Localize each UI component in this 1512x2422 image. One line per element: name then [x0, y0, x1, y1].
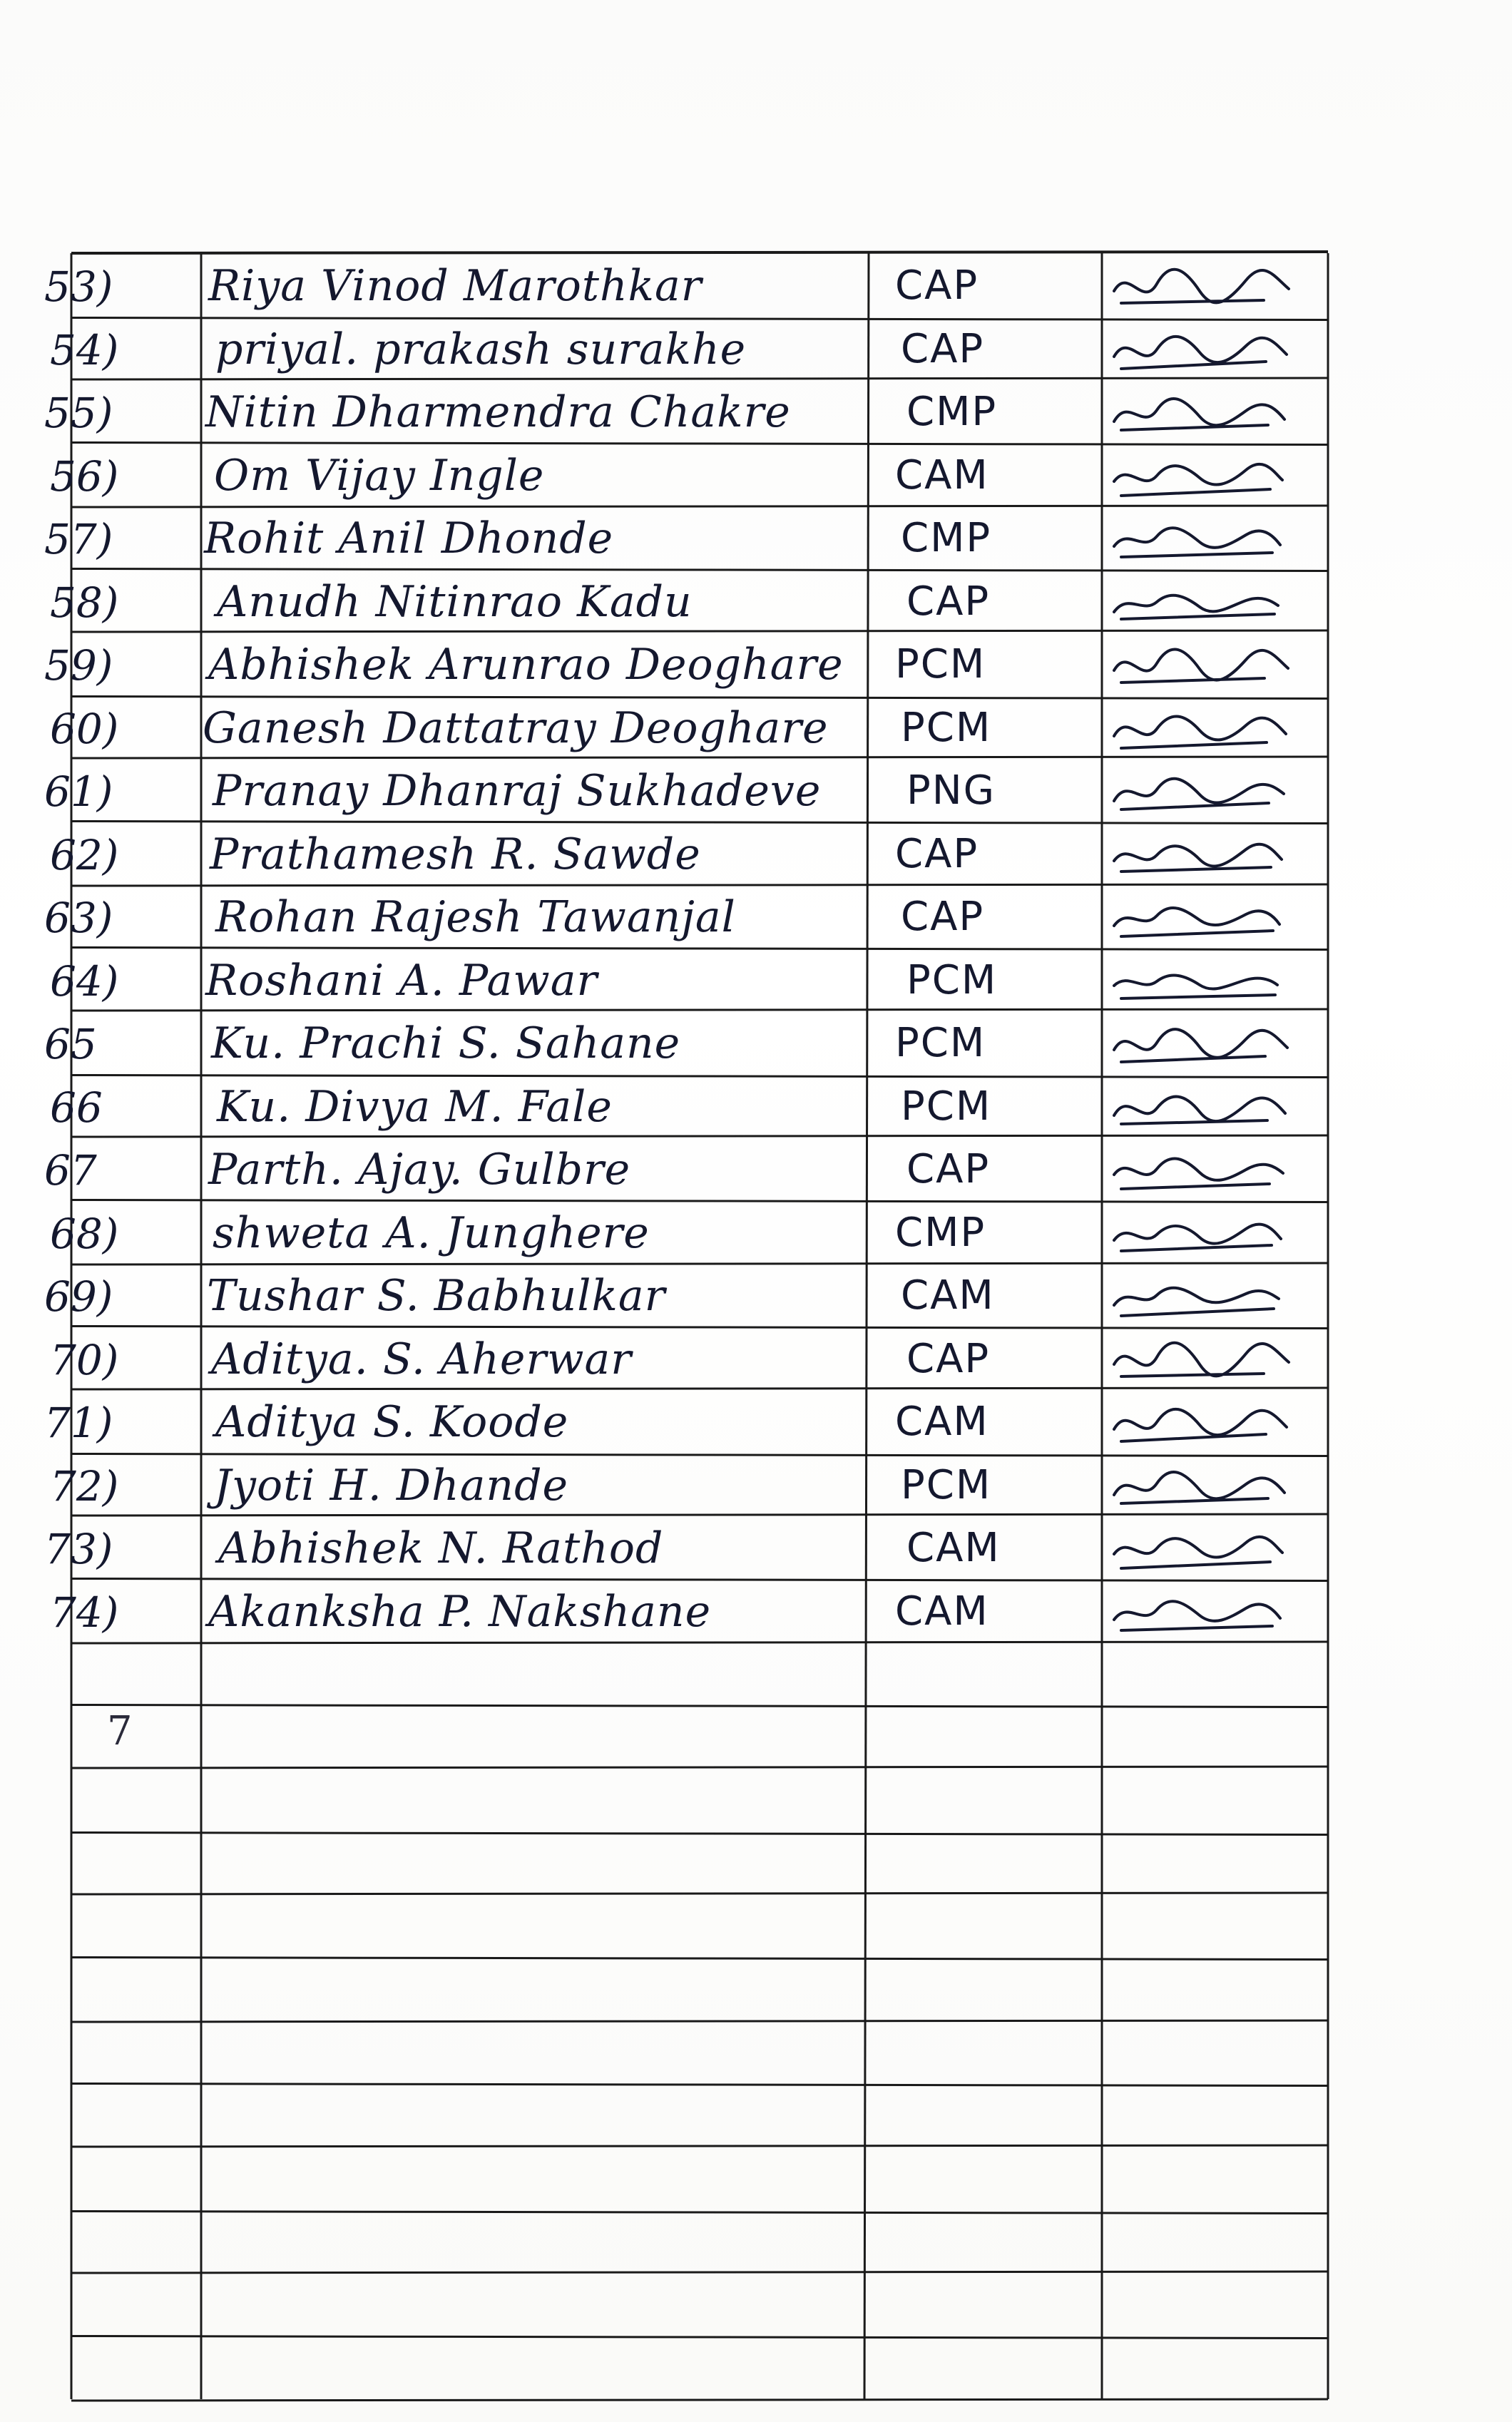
- row-rule: [71, 2336, 1328, 2339]
- subject-group-code: CMP: [895, 1209, 986, 1256]
- student-name: Jyoti H. Dhande: [214, 1460, 568, 1511]
- row-number: 63): [44, 894, 113, 942]
- row-rule: [71, 1579, 1328, 1581]
- column-rule: [864, 253, 869, 2399]
- row-rule: [71, 884, 1328, 886]
- signature: [1107, 890, 1321, 947]
- signature-stroke: [1114, 649, 1288, 683]
- subject-group-code: CMP: [901, 515, 992, 561]
- student-name: Riya Vinod Marothkar: [208, 261, 703, 311]
- student-name: priyal. prakash surakhe: [215, 324, 747, 374]
- subject-group-code: CAP: [895, 830, 979, 877]
- row-number: 67: [44, 1146, 97, 1195]
- row-rule: [71, 697, 1328, 699]
- subject-group-code: PCM: [906, 956, 998, 1003]
- subject-group-code: PCM: [895, 641, 986, 688]
- signature: [1107, 701, 1321, 758]
- row-rule: [71, 1200, 1328, 1202]
- subject-group-code: CAP: [906, 578, 991, 625]
- student-name: Parth. Ajay. Gulbre: [208, 1145, 631, 1195]
- signature-stroke: [1114, 716, 1286, 748]
- subject-group-code: PNG: [906, 767, 996, 814]
- row-rule: [71, 1263, 1328, 1264]
- row-rule: [71, 2145, 1328, 2147]
- row-number: 64): [50, 956, 119, 1006]
- subject-group-code: CAM: [895, 1588, 989, 1635]
- student-name: Roshani A. Pawar: [205, 955, 598, 1006]
- student-name: Aditya S. Koode: [215, 1397, 569, 1447]
- signature-stroke: [1114, 528, 1280, 557]
- signature-stroke: [1114, 779, 1284, 809]
- row-rule: [71, 2212, 1328, 2214]
- signature-stroke: [1114, 1029, 1287, 1062]
- signature: [1107, 575, 1321, 632]
- row-number: 58): [50, 578, 119, 627]
- subject-group-code: CAM: [901, 1272, 995, 1319]
- row-number: 54): [50, 325, 119, 374]
- student-name: Aditya. S. Aherwar: [211, 1334, 632, 1384]
- signature: [1107, 1080, 1321, 1137]
- row-number: 65: [44, 1020, 97, 1068]
- subject-group-code: CAP: [901, 325, 985, 372]
- signature-stroke: [1114, 1096, 1285, 1123]
- signature: [1107, 638, 1321, 695]
- student-name: Rohit Anil Dhonde: [204, 513, 614, 563]
- subject-group-code: PCM: [901, 704, 992, 751]
- signature: [1107, 449, 1321, 506]
- student-name: Abhishek Arunrao Deoghare: [208, 640, 844, 690]
- row-number: 56): [50, 451, 119, 501]
- signature: [1107, 954, 1321, 1011]
- signature: [1107, 511, 1321, 568]
- row-rule: [71, 1833, 1328, 1835]
- subject-group-code: CMP: [906, 389, 998, 435]
- signature-stroke: [1114, 1288, 1279, 1316]
- row-rule: [71, 1327, 1328, 1329]
- subject-group-code: CAP: [906, 1335, 991, 1382]
- signature: [1107, 1269, 1321, 1326]
- student-name: Ku. Divya M. Fale: [217, 1081, 613, 1132]
- signature: [1107, 1143, 1321, 1200]
- row-rule: [71, 318, 1328, 320]
- signature: [1107, 1585, 1321, 1642]
- row-rule: [71, 948, 1328, 950]
- row-number: 60): [50, 704, 119, 753]
- row-number: 62): [50, 830, 119, 879]
- row-number: 73): [44, 1525, 113, 1573]
- signature-stroke: [1114, 595, 1278, 618]
- row-number: 61): [44, 767, 113, 816]
- signature-stroke: [1114, 1537, 1282, 1568]
- signature-stroke: [1114, 464, 1282, 495]
- row-rule: [71, 1958, 1328, 1960]
- signature: [1107, 1206, 1321, 1263]
- subject-group-code: PCM: [901, 1083, 992, 1130]
- row-rule: [71, 252, 1328, 253]
- row-rule: [71, 822, 1328, 824]
- subject-group-code: PCM: [895, 1020, 986, 1066]
- signature: [1107, 1521, 1321, 1578]
- row-number: 74): [50, 1588, 119, 1637]
- subject-group-code: PCM: [901, 1461, 992, 1508]
- subject-group-code: CAP: [895, 262, 979, 309]
- student-name: shweta A. Junghere: [213, 1207, 650, 1258]
- signature-stroke: [1114, 399, 1284, 430]
- row-number: 69): [44, 1272, 113, 1321]
- row-rule: [71, 1642, 1328, 1643]
- row-rule: [71, 1705, 1328, 1707]
- signature-stroke: [1114, 1342, 1289, 1376]
- row-rule: [71, 2272, 1328, 2273]
- row-rule: [71, 1767, 1328, 1768]
- signature: [1107, 827, 1321, 884]
- row-number: 72): [50, 1461, 119, 1511]
- row-number: 59): [44, 641, 113, 690]
- student-name: Akanksha P. Nakshane: [208, 1586, 712, 1637]
- subject-group-code: CAP: [906, 1146, 991, 1192]
- student-name: Om Vijay Ingle: [214, 450, 545, 501]
- row-number: 55): [44, 389, 113, 437]
- row-rule: [71, 2020, 1328, 2022]
- signature-stroke: [1114, 975, 1277, 998]
- signature-stroke: [1114, 844, 1282, 871]
- row-number: 66: [50, 1083, 103, 1132]
- student-name: Ganesh Dattatray Deoghare: [203, 702, 829, 753]
- signature: [1107, 322, 1321, 379]
- subject-group-code: CAM: [895, 451, 989, 499]
- row-rule: [71, 506, 1328, 507]
- stray-mark: 7: [107, 1708, 133, 1754]
- row-rule: [71, 2399, 1328, 2401]
- signature: [1107, 1016, 1321, 1073]
- subject-group-code: CAM: [895, 1399, 989, 1445]
- subject-group-code: CAM: [906, 1525, 1001, 1571]
- student-name: Nitin Dharmendra Chakre: [205, 387, 791, 437]
- subject-group-code: CAP: [901, 894, 985, 940]
- signature: [1107, 1458, 1321, 1516]
- signature-stroke: [1114, 336, 1287, 368]
- row-rule: [71, 443, 1328, 445]
- row-number: 57): [44, 515, 113, 563]
- student-name: Ku. Prachi S. Sahane: [211, 1018, 681, 1068]
- signature: [1107, 259, 1321, 316]
- student-name: Prathamesh R. Sawde: [210, 829, 701, 879]
- row-number: 68): [50, 1209, 119, 1258]
- row-rule: [71, 1454, 1328, 1456]
- student-name: Tushar S. Babhulkar: [207, 1271, 666, 1321]
- signature-stroke: [1114, 1601, 1280, 1630]
- signature-stroke: [1114, 1472, 1284, 1503]
- signature-stroke: [1114, 1409, 1287, 1441]
- signature-stroke: [1114, 1224, 1281, 1250]
- student-name: Anudh Nitinrao Kadu: [217, 576, 693, 627]
- student-name: Rohan Rajesh Tawanjal: [215, 892, 736, 942]
- row-number: 70): [50, 1335, 119, 1384]
- row-rule: [71, 2084, 1328, 2086]
- row-rule: [71, 569, 1328, 571]
- student-name: Abhishek N. Rathod: [218, 1523, 664, 1573]
- signature: [1107, 1332, 1321, 1389]
- student-name: Pranay Dhanraj Sukhadeve: [213, 766, 822, 816]
- signature-stroke: [1114, 270, 1289, 303]
- row-rule: [71, 1075, 1328, 1078]
- signature: [1107, 1395, 1321, 1452]
- signature: [1107, 385, 1321, 442]
- signature: [1107, 764, 1321, 821]
- row-rule: [71, 1893, 1328, 1894]
- signature-stroke: [1114, 1158, 1283, 1189]
- row-number: 53): [44, 262, 113, 311]
- signature-stroke: [1114, 908, 1279, 936]
- row-number: 71): [44, 1399, 113, 1447]
